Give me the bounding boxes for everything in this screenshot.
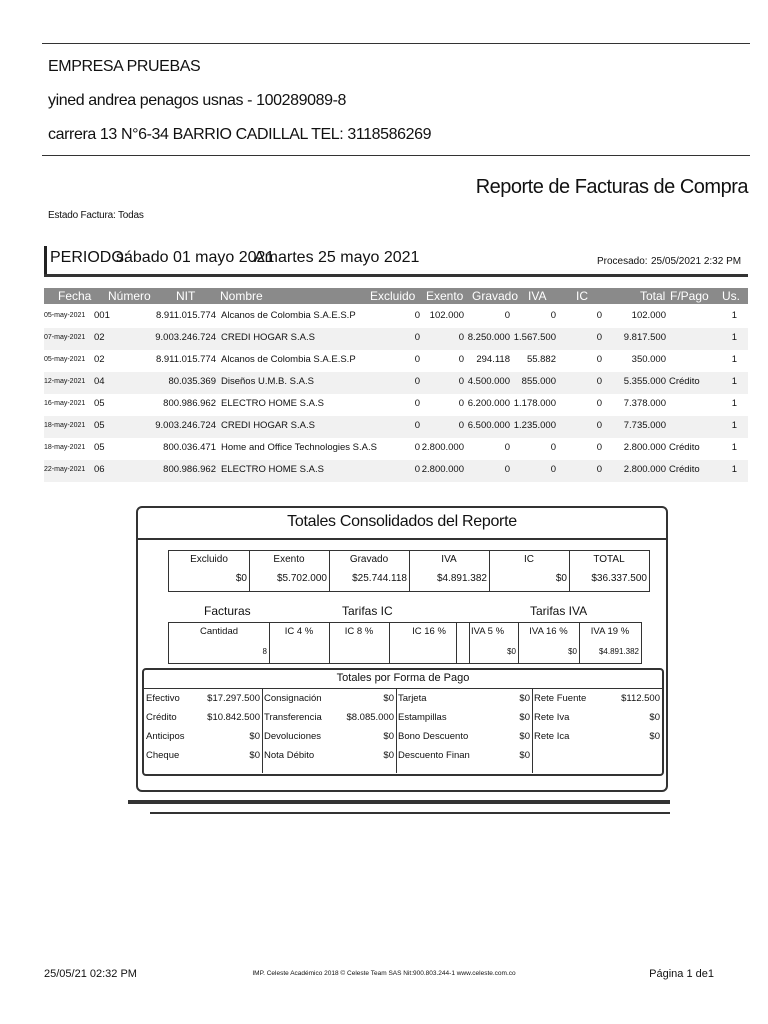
cell-nombre: Alcanos de Colombia S.A.E.S.P	[221, 310, 356, 321]
pago-value: $0	[519, 750, 530, 761]
cell-excluido: 0	[414, 464, 420, 475]
col-total: Total	[640, 289, 666, 303]
cell-us: 1	[731, 332, 737, 343]
pago-value: $0	[649, 712, 660, 723]
procesado-label: Procesado:	[597, 256, 648, 267]
cell-nit: 800.986.962	[163, 398, 216, 409]
cell-fecha: 05-may-2021	[44, 356, 86, 363]
cell-total: 5.355.000	[623, 376, 666, 387]
summary-value: $25.744.118	[352, 573, 407, 584]
pago-value: $10.842.500	[207, 712, 260, 723]
cell-gravado: 294.118	[476, 354, 510, 365]
cell-fpago: Crédito	[669, 442, 700, 453]
cell-iva: 55.882	[526, 354, 556, 365]
cell-ic: 0	[596, 398, 602, 409]
cell-iva: 0	[550, 442, 556, 453]
cell-numero: 04	[94, 376, 105, 387]
pago-line	[144, 690, 262, 709]
cell-nombre: CREDI HOGAR S.A.S	[221, 420, 315, 431]
summary-label: Gravado	[349, 554, 389, 565]
pago-label: Rete Fuente	[534, 693, 587, 704]
summary-grid	[168, 550, 650, 592]
cell-total: 2.800.000	[623, 464, 666, 475]
periodo-hasta: Amartes 25 mayo 2021	[254, 249, 420, 266]
summary-value: $0	[235, 573, 247, 584]
periodo-desde: sábado 01 mayo 2021	[116, 249, 275, 266]
cell-fecha: 07-may-2021	[44, 334, 86, 341]
pago-label: Cheque	[146, 750, 180, 761]
col-excluido: Excluido	[370, 289, 416, 303]
iva-rate-label: IVA 19 %	[590, 626, 630, 637]
cantidad-value: 8	[262, 647, 267, 656]
col-nombre: Nombre	[220, 289, 263, 303]
cell-excluido: 0	[414, 420, 420, 431]
tarifas-ic-label: Tarifas IC	[342, 604, 393, 618]
company-address: carrera 13 N°6-34 BARRIO CADILLAL TEL: 3118586269	[48, 126, 432, 143]
pago-value: $112.500	[621, 693, 660, 704]
company-name: EMPRESA PRUEBAS	[48, 58, 201, 75]
pago-line	[144, 747, 262, 766]
table-row	[44, 350, 748, 372]
cell-excluido: 0	[414, 354, 420, 365]
cell-ic: 0	[596, 310, 602, 321]
cell-ic: 0	[596, 420, 602, 431]
totals-card	[136, 506, 668, 792]
ic8-cell	[329, 623, 390, 663]
cell-nit: 9.003.246.724	[155, 332, 216, 343]
cell-ic: 0	[596, 332, 602, 343]
periodo-bar	[44, 246, 748, 276]
pago-label: Crédito	[146, 712, 177, 723]
cantidad-label: Cantidad	[199, 626, 239, 637]
report-title: Reporte de Facturas de Compra	[475, 176, 748, 198]
pago-label: Estampillas	[398, 712, 447, 723]
pago-line	[262, 728, 396, 747]
cell-fpago: Crédito	[669, 464, 700, 475]
cell-iva: 1.235.000	[513, 420, 556, 431]
cell-ic: 0	[596, 354, 602, 365]
cell-us: 1	[731, 442, 737, 453]
cell-nombre: Diseños U.M.B. S.A.S	[221, 376, 314, 387]
pago-value: $0	[249, 731, 260, 742]
pago-column	[396, 689, 533, 773]
ic-grid	[168, 622, 470, 664]
closing-rule-thin	[150, 812, 670, 814]
cell-nit: 9.003.246.724	[155, 420, 216, 431]
pago-line	[532, 728, 662, 747]
footer-page-number: Página 1 de1	[649, 968, 714, 980]
cell-total: 7.735.000	[623, 420, 666, 431]
cell-excluido: 0	[414, 332, 420, 343]
ic4-cell	[269, 623, 330, 663]
pago-title: Totales por Forma de Pago	[336, 672, 470, 684]
col-gravado: Gravado	[472, 289, 519, 303]
cell-excluido: 0	[414, 376, 420, 387]
cell-gravado: 8.250.000	[467, 332, 510, 343]
tarifas-iva-label: Tarifas IVA	[530, 604, 588, 618]
cell-us: 1	[731, 310, 737, 321]
summary-gravado	[329, 551, 410, 591]
pago-line	[532, 690, 662, 709]
pago-line	[262, 709, 396, 728]
summary-value: $36.337.500	[591, 573, 647, 584]
cell-exento: 0	[458, 332, 464, 343]
facturas-label: Facturas	[204, 604, 251, 618]
iva-rate-value: $0	[507, 647, 516, 656]
cell-fpago: Crédito	[669, 376, 700, 387]
iva5-cell	[457, 623, 519, 663]
cell-nombre: ELECTRO HOME S.A.S	[221, 464, 324, 475]
pago-value: $0	[519, 693, 530, 704]
cell-exento: 102.000	[429, 310, 464, 321]
cell-fecha: 18-may-2021	[44, 444, 86, 451]
cell-gravado: 0	[504, 464, 510, 475]
summary-value: $0	[555, 573, 567, 584]
cell-us: 1	[731, 398, 737, 409]
col-iva: IVA	[528, 289, 547, 303]
summary-ic	[489, 551, 570, 591]
cell-exento: 0	[458, 376, 464, 387]
cell-iva: 0	[550, 310, 556, 321]
table-row	[44, 438, 748, 460]
cell-ic: 0	[596, 376, 602, 387]
table-row	[44, 328, 748, 350]
periodo-left-border	[44, 246, 47, 274]
pago-line	[396, 728, 532, 747]
totals-title: Totales Consolidados del Reporte	[287, 513, 517, 530]
summary-value: $4.891.382	[436, 573, 487, 584]
iva-grid	[456, 622, 642, 664]
cell-us: 1	[731, 464, 737, 475]
pago-label: Devoluciones	[264, 731, 322, 742]
table-row	[44, 394, 748, 416]
pago-value: $0	[383, 750, 394, 761]
pago-line	[144, 728, 262, 747]
cell-total: 350.000	[631, 354, 666, 365]
pago-value: $8.085.000	[346, 712, 394, 723]
pago-line	[144, 709, 262, 728]
pago-value: $0	[649, 731, 660, 742]
pago-column	[262, 689, 397, 773]
pago-value: $17.297.500	[207, 693, 260, 704]
pago-box	[142, 668, 664, 776]
pago-label: Efectivo	[146, 693, 180, 704]
ic-rate-label: IC 16 %	[412, 626, 446, 637]
col-fpago: F/Pago	[670, 289, 709, 303]
table-row	[44, 306, 748, 328]
iva-rate-value: $0	[568, 647, 577, 656]
pago-line	[396, 690, 532, 709]
cell-nit: 8.911.015.774	[155, 354, 216, 365]
cell-exento: 0	[458, 420, 464, 431]
pago-header	[144, 670, 662, 689]
cell-nombre: CREDI HOGAR S.A.S	[221, 332, 315, 343]
pago-label: Transferencia	[264, 712, 322, 723]
pago-label: Rete Iva	[534, 712, 570, 723]
ic-rate-label: IC 8 %	[344, 626, 374, 637]
pago-label: Anticipos	[146, 731, 185, 742]
footer-timestamp: 25/05/21 02:32 PM	[44, 968, 137, 980]
summary-label: IVA	[441, 554, 457, 565]
iva16-cell	[518, 623, 580, 663]
col-ic: IC	[576, 289, 588, 303]
cell-us: 1	[731, 420, 737, 431]
summary-label: Exento	[273, 554, 305, 565]
pago-column	[144, 689, 263, 773]
pago-value: $0	[519, 712, 530, 723]
table-row	[44, 372, 748, 394]
cell-numero: 02	[94, 332, 105, 343]
summary-label: Excluido	[190, 554, 228, 565]
cell-numero: 05	[94, 442, 105, 453]
cell-total: 9.817.500	[623, 332, 666, 343]
top-rule	[42, 43, 750, 44]
ic-rate-label: IC 4 %	[284, 626, 314, 637]
cell-nombre: ELECTRO HOME S.A.S	[221, 398, 324, 409]
cell-numero: 05	[94, 398, 105, 409]
iva-rate-value: $4.891.382	[598, 647, 639, 656]
cell-gravado: 4.500.000	[467, 376, 510, 387]
cell-exento: 0	[458, 398, 464, 409]
cell-excluido: 0	[414, 442, 420, 453]
summary-value: $5.702.000	[276, 573, 327, 584]
pago-column	[532, 689, 662, 773]
col-fecha: Fecha	[58, 289, 92, 303]
periodo-label: PERIODO:	[50, 249, 129, 266]
cell-exento: 2.800.000	[421, 442, 464, 453]
summary-label: TOTAL	[593, 554, 625, 565]
table-row	[44, 416, 748, 438]
cell-gravado: 0	[504, 310, 510, 321]
pago-value: $0	[383, 693, 394, 704]
cell-us: 1	[731, 376, 737, 387]
company-owner: yined andrea penagos usnas - 100289089-8	[48, 92, 347, 109]
pago-label: Tarjeta	[398, 693, 427, 704]
cell-iva: 1.178.000	[513, 398, 556, 409]
pago-line	[262, 747, 396, 766]
cell-iva: 0	[550, 464, 556, 475]
summary-exento	[249, 551, 330, 591]
header-rule	[42, 155, 750, 156]
table-header	[44, 288, 748, 304]
cell-excluido: 0	[414, 310, 420, 321]
pago-label: Descuento Finan	[398, 750, 470, 761]
procesado-value: 25/05/2021 2:32 PM	[651, 256, 742, 267]
cell-numero: 02	[94, 354, 105, 365]
iva-rate-label: IVA 16 %	[529, 626, 568, 637]
pago-line	[396, 709, 532, 728]
pago-line	[532, 709, 662, 728]
cantidad-cell	[169, 623, 270, 663]
cell-numero: 06	[94, 464, 105, 475]
cell-ic: 0	[596, 464, 602, 475]
summary-total	[569, 551, 649, 591]
summary-iva	[409, 551, 490, 591]
cell-fecha: 22-may-2021	[44, 466, 86, 473]
cell-numero: 001	[94, 310, 110, 321]
pago-value: $0	[249, 750, 260, 761]
iva-rate-label: IVA 5 %	[470, 626, 505, 637]
cell-iva: 855.000	[521, 376, 556, 387]
cell-nit: 800.986.962	[163, 464, 216, 475]
cell-nit: 8.911.015.774	[155, 310, 216, 321]
pago-line	[532, 747, 662, 766]
cell-gravado: 0	[504, 442, 510, 453]
cell-nit: 80.035.369	[168, 376, 216, 387]
col-numero: Número	[108, 289, 151, 303]
cell-exento: 2.800.000	[421, 464, 464, 475]
cell-total: 2.800.000	[623, 442, 666, 453]
pago-label: Consignación	[264, 693, 322, 704]
pago-value: $0	[383, 731, 394, 742]
totals-header	[138, 508, 666, 540]
cell-exento: 0	[458, 354, 464, 365]
cell-excluido: 0	[414, 398, 420, 409]
estado-factura: Estado Factura: Todas	[48, 210, 144, 221]
cell-nit: 800.036.471	[163, 442, 216, 453]
cell-nombre: Alcanos de Colombia S.A.E.S.P	[221, 354, 356, 365]
cell-iva: 1.567.500	[513, 332, 556, 343]
summary-excluido	[169, 551, 250, 591]
col-us: Us.	[722, 289, 740, 303]
cell-ic: 0	[596, 442, 602, 453]
pago-label: Rete Ica	[534, 731, 570, 742]
pago-line	[262, 690, 396, 709]
cell-us: 1	[731, 354, 737, 365]
closing-rule-thick	[128, 800, 670, 804]
iva19-cell	[579, 623, 641, 663]
summary-label: IC	[524, 554, 534, 565]
pago-line	[396, 747, 532, 766]
cell-total: 102.000	[631, 310, 666, 321]
cell-fecha: 18-may-2021	[44, 422, 86, 429]
cell-fecha: 05-may-2021	[44, 312, 86, 319]
cell-total: 7.378.000	[623, 398, 666, 409]
cell-gravado: 6.500.000	[467, 420, 510, 431]
table-row	[44, 460, 748, 482]
col-nit: NIT	[176, 289, 196, 303]
cell-nombre: Home and Office Technologies S.A.S	[221, 442, 377, 453]
cell-fecha: 16-may-2021	[44, 400, 86, 407]
pago-label: Bono Descuento	[398, 731, 469, 742]
cell-numero: 05	[94, 420, 105, 431]
pago-value: $0	[519, 731, 530, 742]
pago-label: Nota Débito	[264, 750, 315, 761]
periodo-bottom-border	[44, 274, 748, 277]
col-exento: Exento	[426, 289, 464, 303]
footer-credit: IMP. Celeste Académico 2018 © Celeste Team SAS Nit:900.803.244-1 www.celeste.com.co	[252, 970, 516, 977]
cell-fecha: 12-may-2021	[44, 378, 86, 385]
cell-gravado: 6.200.000	[467, 398, 510, 409]
